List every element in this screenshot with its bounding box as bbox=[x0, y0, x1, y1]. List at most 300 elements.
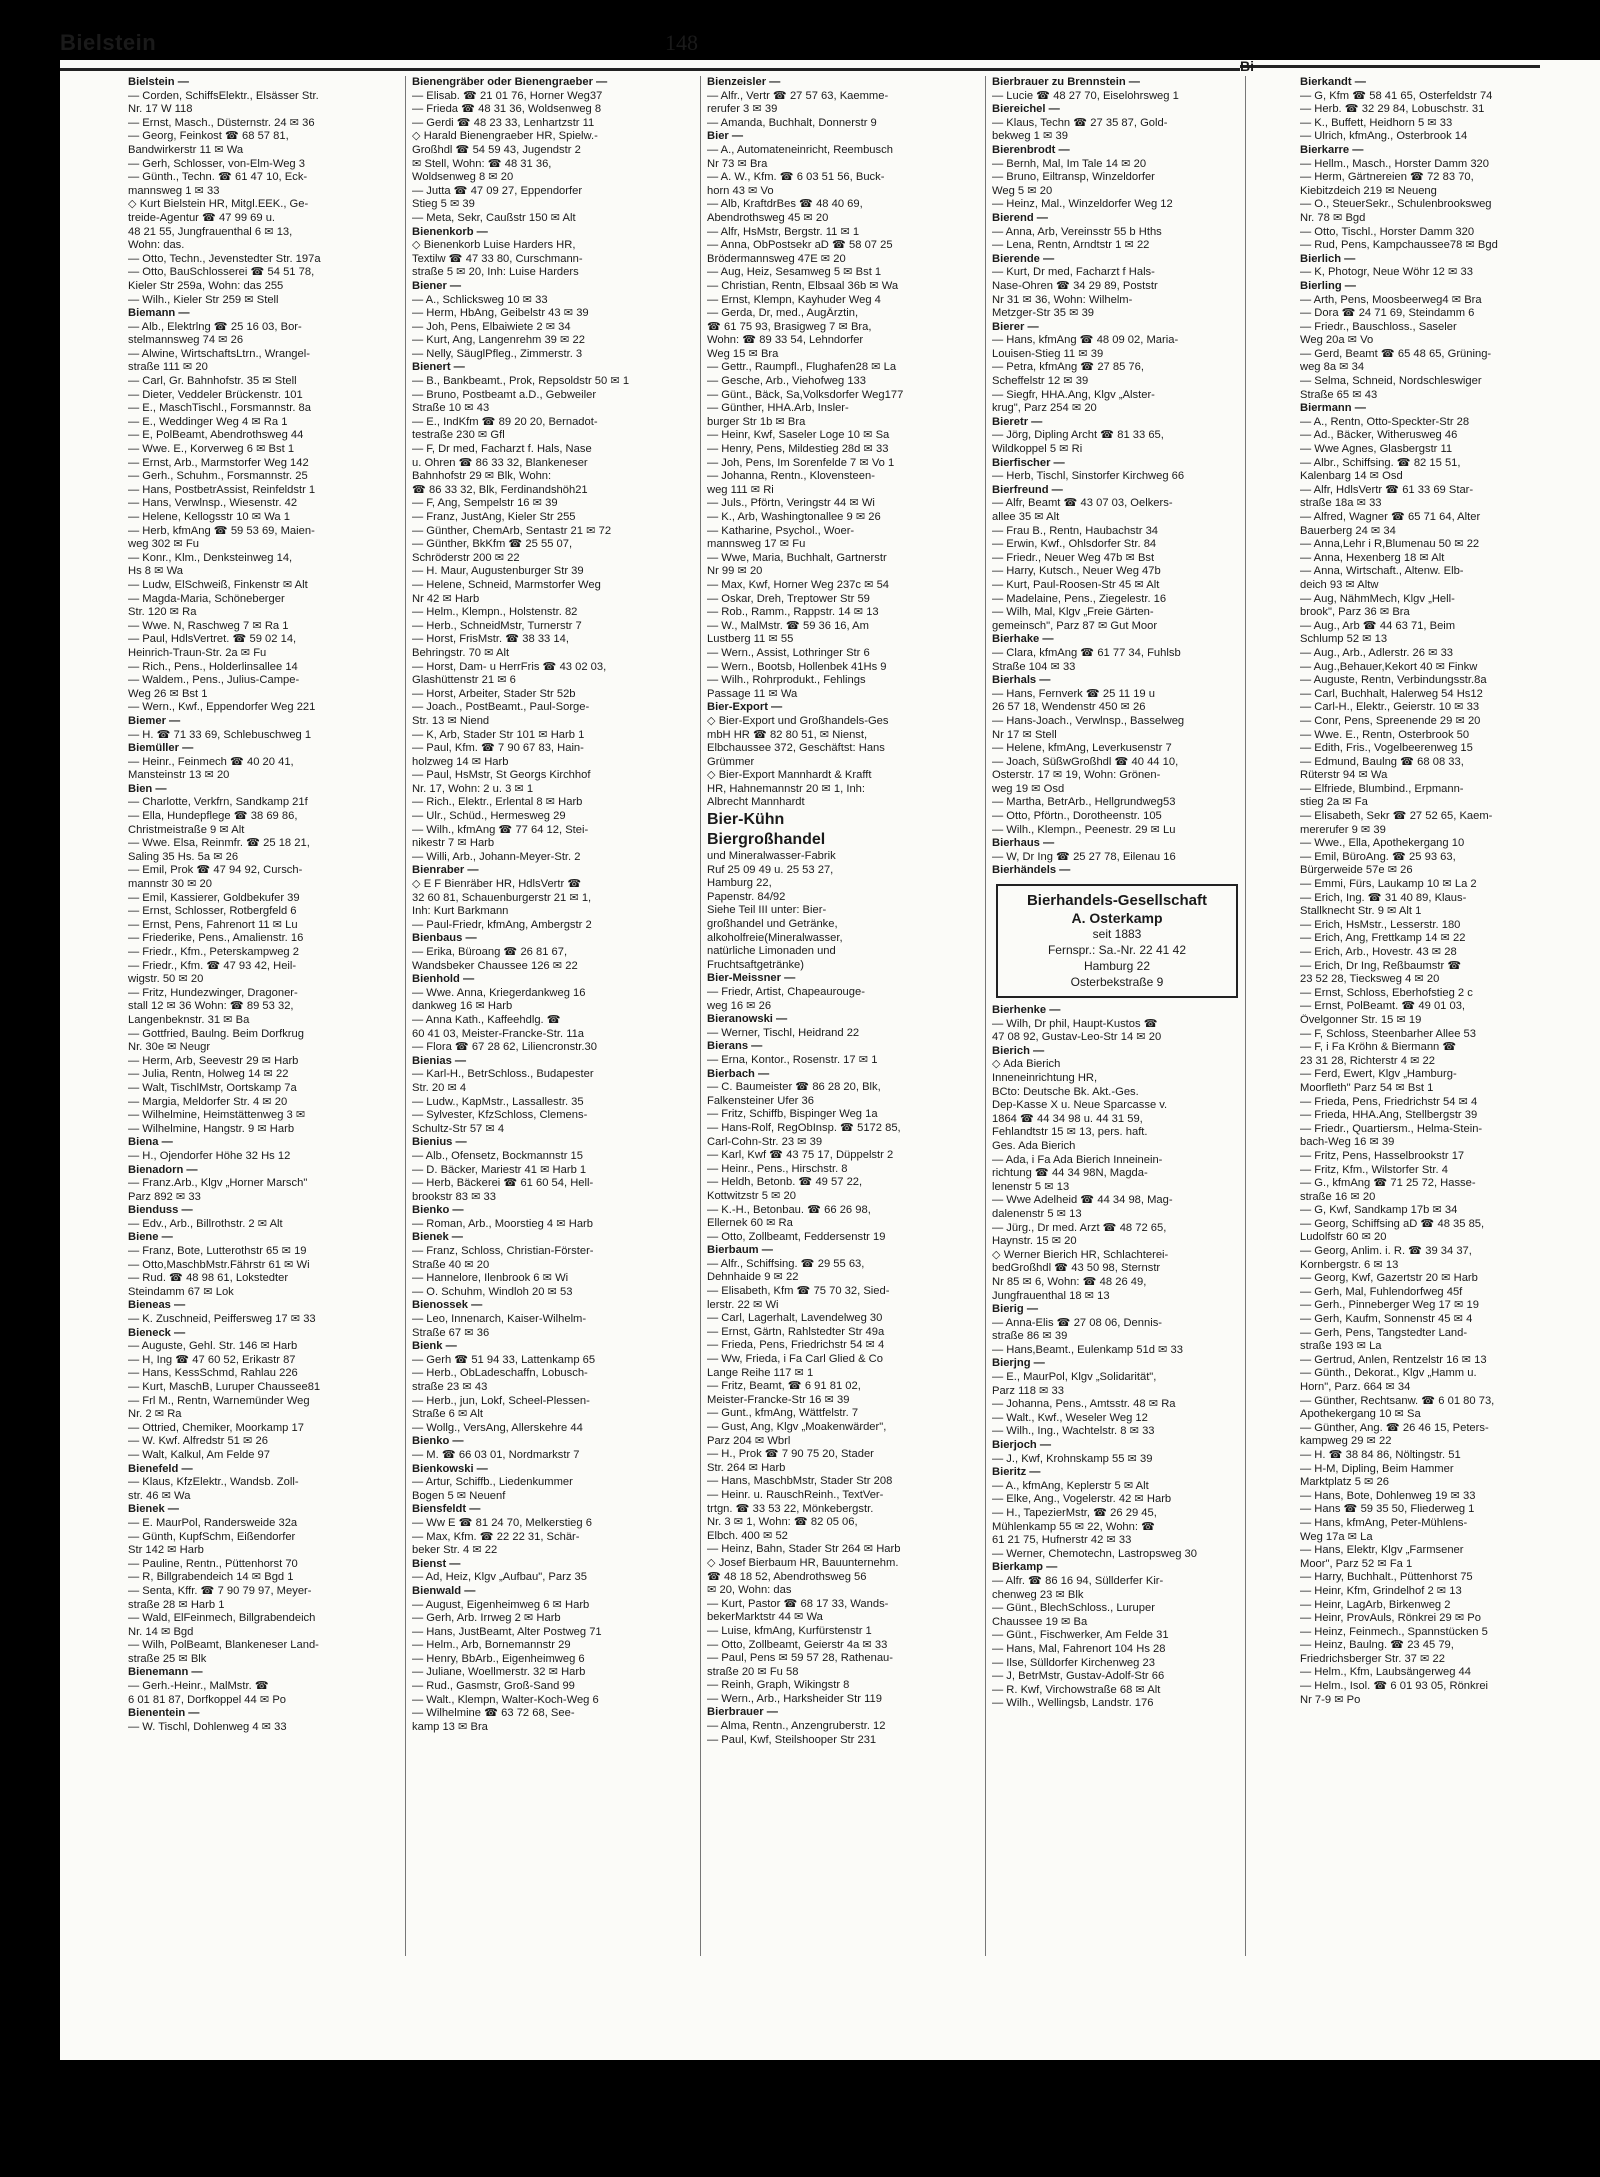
directory-entry: — Johanna, Pens., Amtsstr. 48 ✉ Ra bbox=[992, 1398, 1176, 1411]
directory-entry: — Wilhelmine, Heimstättenweg 3 ✉ bbox=[128, 1109, 306, 1122]
directory-entry: Kiebitzdeich 219 ✉ Neueng bbox=[1300, 184, 1437, 197]
directory-entry: — Wwe, Maria, Buchhalt, Gartnerstr bbox=[707, 551, 887, 564]
directory-entry: ◇ Bier-Export Mannhardt & Krafft bbox=[707, 769, 872, 782]
directory-entry: weg 111 ✉ Ri bbox=[707, 483, 774, 496]
directory-entry: mannsweg 1 ✉ 33 bbox=[128, 184, 220, 197]
directory-entry: — Ernst, Pens, Fahrenort 11 ✉ Lu bbox=[128, 918, 298, 931]
directory-entry: — Wald, ElFeinmech, Billgrabendeich bbox=[128, 1612, 316, 1625]
directory-entry: — Kurt, Paul-Roosen-Str 45 ✉ Alt bbox=[992, 578, 1160, 591]
directory-entry: — Julia, Rentn, Holweg 14 ✉ 22 bbox=[128, 1068, 289, 1081]
directory-entry: — Gerh, Arb. Irrweg 2 ✉ Harb bbox=[412, 1612, 561, 1625]
directory-entry: Schröderstr 200 ✉ 22 bbox=[412, 551, 520, 564]
directory-entry: Str. 120 ✉ Ra bbox=[128, 606, 197, 619]
directory-entry: — Dieter, Veddeler Brückenstr. 101 bbox=[128, 388, 303, 401]
directory-entry: 26 57 18, Wendenstr 450 ✉ 26 bbox=[992, 701, 1146, 714]
directory-entry: — Alfred, Wagner ☎ 65 71 64, Alter bbox=[1300, 511, 1481, 523]
directory-entry: 48 21 55, Jungfrauenthal 6 ✉ 13, bbox=[128, 225, 293, 238]
directory-entry: — Horst, FrisMstr. ☎ 38 33 14, bbox=[412, 633, 569, 646]
directory-entry: — Hans ☎ 59 35 50, Fliederweg 1 bbox=[1300, 1503, 1475, 1516]
directory-entry: — Edmund, Baulng ☎ 68 08 33, bbox=[1300, 755, 1464, 768]
directory-entry: — Helene, kfmAng, Leverkusenstr 7 bbox=[992, 742, 1172, 755]
directory-entry: — Helm., Isol. ☎ 6 01 93 05, Rönkrei bbox=[1300, 1680, 1489, 1693]
directory-entry: Kieler Str 259a, Wohn: das 255 bbox=[128, 279, 284, 292]
directory-entry: — Otto, Techn., Jevenstedter Str. 197a bbox=[128, 252, 321, 265]
directory-entry: — Harry, Kutsch., Neuer Weg 47b bbox=[992, 565, 1161, 578]
surname-heading: Bierans — bbox=[707, 1040, 763, 1053]
directory-entry: — Christian, Rentn, Elbsaal 36b ✉ Wa bbox=[707, 279, 899, 292]
directory-entry: Falkensteiner Ufer 36 bbox=[707, 1094, 814, 1107]
directory-entry: weg 302 ✉ Fu bbox=[128, 538, 199, 551]
directory-entry: — Emil, Prok ☎ 47 94 92, Cursch- bbox=[128, 864, 303, 877]
directory-entry: — Ww E ☎ 81 24 70, Melkerstieg 6 bbox=[412, 1516, 592, 1529]
surname-heading: Bier-Export — bbox=[707, 701, 783, 714]
surname-heading: Bierbrauer zu Brennstein — bbox=[992, 76, 1140, 88]
directory-entry: — Herb, Tischl, Sinstorfer Kirchweg 66 bbox=[992, 470, 1185, 483]
directory-entry: — G, Kfm ☎ 58 41 65, Osterfeldstr 74 bbox=[1300, 89, 1493, 102]
directory-entry: Straße 67 ✉ 36 bbox=[412, 1326, 490, 1339]
directory-entry: Louisen-Stieg 11 ✉ 39 bbox=[992, 347, 1104, 360]
directory-entry: — Kurt, Pastor ☎ 68 17 33, Wands- bbox=[707, 1597, 889, 1610]
directory-entry: — Kurt, MaschB, Luruper Chaussee81 bbox=[128, 1381, 321, 1393]
directory-entry: Moor", Parz 52 ✉ Fa 1 bbox=[1300, 1557, 1413, 1570]
directory-entry: Stieg 5 ✉ 39 bbox=[412, 198, 475, 211]
directory-entry: Nr 42 ✉ Harb bbox=[412, 592, 480, 605]
directory-entry: — Albr., Schiffsing. ☎ 82 15 51, bbox=[1300, 456, 1461, 469]
directory-entry: — Corden, SchiffsElektr., Elsässer Str. bbox=[128, 89, 319, 102]
directory-entry: — Nelly, SäuglPfleg., Zimmerstr. 3 bbox=[412, 347, 583, 360]
directory-entry: — Horst, Arbeiter, Stader Str 52b bbox=[412, 687, 576, 700]
directory-entry: — Fritz, Hundezwinger, Dragoner- bbox=[128, 986, 298, 999]
directory-entry: — Alfr. ☎ 86 16 94, Süllderfer Kir- bbox=[992, 1574, 1164, 1587]
directory-entry: — Paul, Kwf, Steilshooper Str 231 bbox=[707, 1733, 877, 1746]
directory-entry: — Gertrud, Anlen, Rentzelstr 16 ✉ 13 bbox=[1300, 1353, 1487, 1366]
directory-entry: Hamburg 22 bbox=[1083, 959, 1151, 974]
directory-entry: ◇ Bienenkorb Luise Harders HR, bbox=[412, 239, 576, 252]
directory-entry: — Walt, TischlMstr, Oortskamp 7a bbox=[128, 1081, 297, 1094]
directory-entry: Nr. 3 ✉ 1, Wohn: ☎ 82 05 06, bbox=[707, 1516, 858, 1529]
directory-entry: Straße 40 ✉ 20 bbox=[412, 1258, 490, 1271]
directory-entry: — Edith, Fris., Vogelbeerenweg 15 bbox=[1300, 742, 1473, 755]
directory-entry: Inh: Kurt Barkmann bbox=[412, 905, 509, 918]
directory-entry: mererufer 9 ✉ 39 bbox=[1300, 823, 1386, 836]
directory-entry: Kornbergstr. 6 ✉ 13 bbox=[1300, 1258, 1399, 1271]
directory-entry: — Ludw., KapMstr., Lassallestr. 35 bbox=[412, 1095, 584, 1108]
directory-entry: — Herb. ☎ 32 29 84, Lobuschstr. 31 bbox=[1300, 103, 1485, 116]
directory-entry: — Hans, Mal, Fahrenort 104 Hs 28 bbox=[992, 1642, 1166, 1655]
directory-entry: Straße 6 ✉ Alt bbox=[412, 1408, 483, 1421]
directory-entry: stall 12 ✉ 36 Wohn: ☎ 89 53 32, bbox=[128, 1000, 294, 1013]
directory-entry: BCto: Deutsche Bk. Akt.-Ges. bbox=[992, 1085, 1139, 1098]
directory-entry: — O. Schuhm, Windloh 20 ✉ 53 bbox=[412, 1285, 573, 1298]
surname-heading: Bienengräber oder Bienengraeber — bbox=[412, 76, 608, 88]
directory-entry: ☎ 48 18 52, Abendrothsweg 56 bbox=[707, 1570, 867, 1583]
directory-entry: — F, Ang, Sempelstr 16 ✉ 39 bbox=[412, 497, 558, 510]
directory-entry: — Georg, Anlim. i. R. ☎ 39 34 37, bbox=[1300, 1245, 1472, 1258]
directory-entry: Brödermannsweg 47E ✉ 20 bbox=[707, 252, 846, 265]
surname-heading: Biemüller — bbox=[128, 742, 194, 755]
directory-entry: — Paul-Friedr, kfmAng, Ambergstr 2 bbox=[412, 918, 592, 931]
directory-entry: — Heinz, Baulng. ☎ 23 45 79, bbox=[1300, 1639, 1454, 1652]
directory-entry: — Frl M., Rentn, Warnemünder Weg bbox=[128, 1394, 310, 1407]
directory-entry: kampweg 29 ✉ 22 bbox=[1300, 1435, 1392, 1448]
directory-entry: — Ada, i Fa Ada Bierich Inneinein- bbox=[992, 1153, 1163, 1166]
directory-entry: Mühlenkamp 55 ✉ 22, Wohn: ☎ bbox=[992, 1520, 1156, 1533]
directory-entry: — Roman, Arb., Moorstieg 4 ✉ Harb bbox=[412, 1217, 593, 1230]
directory-entry: — Ad, Heiz, Klgv „Aufbau", Parz 35 bbox=[412, 1571, 587, 1584]
directory-entry: — J, BetrMstr, Gustav-Adolf-Str 66 bbox=[992, 1670, 1165, 1683]
directory-entry: ◇ Ada Bierich bbox=[992, 1058, 1061, 1071]
directory-entry: — Günt., BlechSchloss., Luruper bbox=[992, 1602, 1155, 1615]
directory-entry: — H. ☎ 38 84 86, Nöltingstr. 51 bbox=[1300, 1448, 1461, 1461]
directory-entry: — Elisab. ☎ 21 01 76, Horner Weg37 bbox=[412, 89, 603, 102]
directory-entry: Wohn: ☎ 89 33 54, Lehndorfer bbox=[707, 334, 864, 347]
surname-heading: Bierich — bbox=[992, 1044, 1045, 1057]
surname-heading: Bierenbrodt — bbox=[992, 143, 1070, 156]
directory-entry: — Heinr., Feinmech ☎ 40 20 41, bbox=[128, 755, 294, 768]
directory-entry: — Franz, JustAng, Kieler Str 255 bbox=[412, 511, 576, 523]
directory-entry: — Erich, Ang, Frettkamp 14 ✉ 22 bbox=[1300, 932, 1466, 945]
directory-entry: — Ernst, Schlosser, Rotbergfeld 6 bbox=[128, 905, 297, 918]
directory-entry: Fehlandtstr 15 ✉ 13, pers. haft. bbox=[992, 1126, 1148, 1139]
directory-entry: — F, i Fa Kröhn & Biermann ☎ bbox=[1300, 1041, 1457, 1054]
directory-entry: — Franz.Arb., Klgv „Horner Marsch" bbox=[128, 1177, 308, 1190]
directory-entry: Horn", Parz. 664 ✉ 34 bbox=[1300, 1381, 1411, 1393]
directory-entry: — Otto, Pförtn., Dorotheenstr. 105 bbox=[992, 810, 1162, 823]
directory-entry: — Werner, Chemotechn, Lastropsweg 30 bbox=[992, 1547, 1198, 1560]
column-2 bbox=[412, 76, 692, 1734]
directory-entry: Str 142 ✉ Harb bbox=[128, 1544, 204, 1557]
directory-entry: Osterbekstraße 9 bbox=[1070, 975, 1164, 990]
directory-entry: — Emil, BüroAng. ☎ 25 93 63, bbox=[1300, 850, 1456, 863]
directory-entry: — Waldem., Pens., Julius-Campe- bbox=[128, 674, 300, 687]
directory-entry: — Gesche, Arb., Viehofweg 133 bbox=[707, 375, 867, 388]
directory-entry: holzweg 14 ✉ Harb bbox=[412, 755, 509, 768]
directory-entry: — Wwe Agnes, Glasbergstr 11 bbox=[1300, 443, 1453, 456]
directory-entry: — Hans, PostbetrAssist, Reinfeldstr 1 bbox=[128, 483, 316, 496]
directory-entry: straße 20 ✉ Fu 58 bbox=[707, 1665, 799, 1678]
surname-heading: Biensfeldt — bbox=[412, 1503, 481, 1516]
directory-entry: — Wilh, PolBeamt, Blankeneser Land- bbox=[128, 1639, 319, 1652]
directory-entry: — Hans, Bote, Dohlenweg 19 ✉ 33 bbox=[1300, 1489, 1476, 1502]
directory-entry: Weg 26 ✉ Bst 1 bbox=[128, 687, 208, 700]
column-separator bbox=[405, 76, 406, 1956]
directory-entry: 23 52 28, Tiecksweg 4 ✉ 20 bbox=[1300, 973, 1440, 986]
directory-entry: Meister-Francke-Str 16 ✉ 39 bbox=[707, 1393, 850, 1406]
directory-entry: Kottwitzstr 5 ✉ 20 bbox=[707, 1189, 796, 1202]
directory-entry: — Gottfried, Baulng. Beim Dorfkrug bbox=[128, 1027, 304, 1040]
directory-entry: Christmeistraße 9 ✉ Alt bbox=[128, 823, 245, 836]
surname-heading: Bierhals — bbox=[992, 674, 1051, 687]
surname-heading: Bierkarre — bbox=[1300, 143, 1364, 156]
directory-entry: — Frieda, Pens, Friedrichstr 54 ✉ 4 bbox=[707, 1339, 885, 1352]
surname-heading: Bienius — bbox=[412, 1136, 467, 1149]
directory-entry: — Heinr, ProvAuls, Rönkrei 29 ✉ Po bbox=[1300, 1612, 1481, 1625]
directory-entry: Dep-Kasse X u. Neue Sparcasse v. bbox=[992, 1099, 1168, 1112]
directory-entry: stelmannsweg 74 ✉ 26 bbox=[128, 334, 244, 347]
directory-entry: Ludolfstr 60 ✉ 20 bbox=[1300, 1231, 1387, 1244]
directory-entry: — Jutta ☎ 47 09 27, Eppendorfer bbox=[412, 184, 583, 197]
directory-entry: brookstr 83 ✉ 33 bbox=[412, 1190, 496, 1203]
directory-entry: Straße 65 ✉ 43 bbox=[1300, 388, 1378, 401]
directory-entry: — Carl-H., Elektr., Geierstr. 10 ✉ 33 bbox=[1300, 701, 1480, 714]
directory-entry: — Günth, KupfSchm, Eißendorfer bbox=[128, 1530, 296, 1543]
directory-entry: Osterstr. 17 ✉ 19, Wohn: Grönen- bbox=[992, 769, 1161, 782]
directory-entry: — Gunt., kfmAng, Wättfelstr. 7 bbox=[707, 1407, 859, 1420]
directory-entry: Nr. 14 ✉ Bgd bbox=[128, 1625, 194, 1638]
directory-entry: — Karl-H., BetrSchloss., Budapester bbox=[412, 1068, 594, 1081]
directory-entry: beker Str. 4 ✉ 22 bbox=[412, 1544, 498, 1557]
directory-entry: — Otto, Tischl., Horster Damm 320 bbox=[1300, 225, 1475, 238]
directory-entry: — Günt., Fischwerker, Am Felde 31 bbox=[992, 1629, 1169, 1642]
directory-entry: — Ernst, Gärtn, Rahlstedter Str 49a bbox=[707, 1325, 885, 1338]
directory-entry: — Herm, HbAng, Geibelstr 43 ✉ 39 bbox=[412, 307, 589, 320]
surname-heading: Bierhenke — bbox=[992, 1004, 1061, 1017]
directory-entry: — Gerh, Schlosser, von-Elm-Weg 3 bbox=[128, 157, 305, 170]
directory-entry: Dehnhaide 9 ✉ 22 bbox=[707, 1271, 799, 1284]
directory-entry: Ellernek 60 ✉ Ra bbox=[707, 1217, 793, 1230]
directory-entry: — Oskar, Dreh, Treptower Str 59 bbox=[707, 592, 870, 605]
ad-subtitle: A. Osterkamp bbox=[1071, 910, 1163, 927]
directory-entry: — Ww, Frieda, i Fa Carl Glied & Co bbox=[707, 1353, 883, 1366]
directory-entry: — Anna, Wirtschaft., Altenw. Elb- bbox=[1300, 565, 1464, 578]
header-rule bbox=[60, 68, 1240, 71]
directory-entry: — Otto,MaschbMstr.Fährstr 61 ✉ Wi bbox=[128, 1258, 310, 1271]
directory-entry: Heinrich-Traun-Str. 2a ✉ Fu bbox=[128, 646, 267, 659]
directory-entry: — Aug, NähmMech, Klgv „Hell- bbox=[1300, 592, 1455, 605]
surname-heading: Bienk — bbox=[412, 1340, 457, 1353]
directory-entry: Parz 118 ✉ 33 bbox=[992, 1384, 1064, 1397]
surname-heading: Biene — bbox=[128, 1231, 173, 1244]
surname-heading: Bieretr — bbox=[992, 415, 1043, 428]
directory-entry: — R, Billgrabendeich 14 ✉ Bgd 1 bbox=[128, 1571, 294, 1584]
directory-entry: lerstr. 22 ✉ Wi bbox=[707, 1298, 779, 1311]
directory-entry: Haynstr. 15 ✉ 20 bbox=[992, 1235, 1077, 1248]
directory-entry: Langenbeknstr. 31 ✉ Ba bbox=[128, 1013, 250, 1026]
directory-entry: — Leo, Innenarch, Kaiser-Wilhelm- bbox=[412, 1313, 587, 1326]
column-separator bbox=[1245, 76, 1246, 1956]
directory-entry: Parz 892 ✉ 33 bbox=[128, 1190, 201, 1203]
directory-entry: — Hannelore, Ilenbrook 6 ✉ Wi bbox=[412, 1272, 569, 1285]
directory-entry: straße 23 ✉ 43 bbox=[412, 1381, 488, 1393]
directory-entry: — Rud. ☎ 48 98 61, Lokstedter bbox=[128, 1272, 289, 1285]
directory-entry: ☎ 61 75 93, Brasigweg 7 ✉ Bra, bbox=[707, 320, 872, 333]
directory-entry: — B., Bankbeamt., Prok, Repsoldstr 50 ✉ 1 bbox=[412, 375, 630, 388]
directory-entry: — Anna Kath., Kaffeehdlg. ☎ bbox=[412, 1013, 561, 1026]
directory-entry: — Wwe. Elsa, Reinmfr. ☎ 25 18 21, bbox=[128, 837, 310, 850]
directory-entry: — Günt., Bäck, Sa,Volksdorfer Weg177 bbox=[707, 388, 904, 401]
directory-entry: brook", Parz 36 ✉ Bra bbox=[1300, 606, 1410, 619]
surname-heading: Biener — bbox=[412, 279, 462, 292]
directory-entry: 60 41 03, Meister-Francke-Str. 11a bbox=[412, 1027, 585, 1040]
directory-entry: — H, Ing ☎ 47 60 52, Erikastr 87 bbox=[128, 1353, 296, 1366]
directory-entry: — Herm, Gärtnereien ☎ 72 83 70, bbox=[1300, 171, 1474, 184]
directory-entry: — H. ☎ 71 33 69, Schlebuschweg 1 bbox=[128, 728, 312, 741]
directory-entry: — Günth., Techn. ☎ 61 47 10, Eck- bbox=[128, 171, 308, 184]
directory-entry: — Hans-Joach., Verwlnsp., Basselweg bbox=[992, 714, 1185, 727]
directory-entry: — Alwine, WirtschaftsLtrn., Wrangel- bbox=[128, 347, 310, 360]
directory-entry: — Joh, Pens, Im Sorenfelde 7 ✉ Vo 1 bbox=[707, 456, 895, 469]
directory-entry: — Erika, Büroang ☎ 26 81 67, bbox=[412, 946, 568, 958]
directory-entry: — M. ☎ 66 03 01, Nordmarkstr 7 bbox=[412, 1448, 580, 1461]
directory-entry: Steindamm 67 ✉ Lok bbox=[128, 1285, 234, 1298]
directory-entry: — Wilh., Kieler Str 259 ✉ Stell bbox=[128, 293, 279, 306]
surname-heading: Bierling — bbox=[1300, 279, 1356, 292]
directory-entry: — Anna,Lehr i R,Blumenau 50 ✉ 22 bbox=[1300, 538, 1480, 551]
directory-entry: — Alfr., Schiffsing. ☎ 29 55 63, bbox=[707, 1257, 865, 1270]
directory-entry: Jungfrauenthal 18 ✉ 13 bbox=[992, 1289, 1110, 1302]
directory-entry: — Alfr, Beamt ☎ 43 07 03, Oelkers- bbox=[992, 497, 1173, 510]
directory-entry: Weg 5 ✉ 20 bbox=[992, 184, 1053, 197]
directory-entry: Nr 85 ✉ 6, Wohn: ☎ 48 26 49, bbox=[992, 1275, 1147, 1288]
directory-entry: — Herb, kfmAng ☎ 59 53 69, Maien- bbox=[128, 524, 315, 537]
surname-heading: Bienhold — bbox=[412, 973, 475, 986]
directory-entry: Nr. 17, Wohn: 2 u. 3 ✉ 1 bbox=[412, 782, 534, 795]
directory-entry: — Wilh, Dr phil, Haupt-Kustos ☎ bbox=[992, 1017, 1158, 1030]
column-4 bbox=[992, 76, 1242, 1711]
directory-entry: — Wern., Arb., Harksheider Str 119 bbox=[707, 1692, 882, 1705]
directory-entry: dalenenstr 5 ✉ 13 bbox=[992, 1207, 1082, 1220]
directory-entry: Grümmer bbox=[707, 755, 755, 768]
directory-entry: wigstr. 50 ✉ 20 bbox=[128, 973, 204, 986]
directory-entry: — K, Photogr, Neue Wöhr 12 ✉ 33 bbox=[1300, 266, 1473, 279]
directory-entry: — Elke, Ang., Vogelerstr. 42 ✉ Harb bbox=[992, 1493, 1172, 1506]
surname-heading: Biemann — bbox=[128, 307, 190, 320]
directory-entry: — Alfr, HsMstr, Bergstr. 11 ✉ 1 bbox=[707, 225, 860, 238]
directory-entry: Inneneinrichtung HR, bbox=[992, 1072, 1098, 1084]
directory-entry: — Wollg., VersAng, Allerskehre 44 bbox=[412, 1421, 583, 1434]
directory-entry: gemeinsch", Parz 87 ✉ Gut Moor bbox=[992, 619, 1158, 632]
directory-entry: ✉ Stell, Wohn: ☎ 48 31 36, bbox=[412, 157, 552, 170]
directory-entry: — Gust, Ang, Klgv „Moakenwärder", bbox=[707, 1421, 887, 1433]
directory-entry: nikestr 7 ✉ Harb bbox=[412, 837, 495, 850]
directory-entry: u. Ohren ☎ 86 33 32, Blankeneser bbox=[412, 456, 588, 469]
directory-entry: — Heinz, Feinmech., Spannstücken 5 bbox=[1300, 1625, 1488, 1638]
surname-heading: Bienkowski — bbox=[412, 1462, 488, 1475]
directory-entry: — Rud, Pens, Kampchaussee78 ✉ Bgd bbox=[1300, 239, 1498, 252]
directory-entry: Bauerberg 24 ✉ 34 bbox=[1300, 524, 1396, 537]
directory-entry: — Charlotte, Verkfrn, Sandkamp 21f bbox=[128, 796, 308, 809]
directory-entry: Behringstr. 70 ✉ Alt bbox=[412, 646, 510, 659]
directory-entry: — Erich, HsMstr., Lesserstr. 180 bbox=[1300, 918, 1461, 931]
directory-entry: — Margia, Meldorfer Str. 4 ✉ 20 bbox=[128, 1095, 288, 1108]
directory-entry: — Wwe Adelheid ☎ 44 34 98, Mag- bbox=[992, 1194, 1173, 1207]
surname-heading: Bierhändels — bbox=[992, 864, 1071, 877]
surname-heading: Biemer — bbox=[128, 714, 181, 727]
directory-entry: — Wilh, Mal, Klgv „Freie Gärten- bbox=[992, 606, 1154, 619]
directory-entry: — Katharine, Psychol., Woer- bbox=[707, 524, 855, 537]
surname-heading: Bierfischer — bbox=[992, 456, 1065, 469]
directory-entry: Abendrothsweg 45 ✉ 20 bbox=[707, 211, 829, 224]
directory-entry: — Heinr, Kfm, Grindelhof 2 ✉ 13 bbox=[1300, 1584, 1462, 1597]
directory-entry: — Juliane, Woellmerstr. 32 ✉ Harb bbox=[412, 1666, 586, 1679]
surname-heading: Bierfreund — bbox=[992, 483, 1063, 496]
directory-entry: — Clara, kfmAng ☎ 61 77 34, Fuhlsb bbox=[992, 646, 1181, 659]
directory-entry: ✉ 20, Wohn: das bbox=[707, 1584, 792, 1597]
surname-heading: Bienst — bbox=[412, 1557, 461, 1570]
directory-entry: — Helene, Schneid, Marmstorfer Weg bbox=[412, 578, 601, 591]
directory-entry: Bogen 5 ✉ Neuenf bbox=[412, 1489, 506, 1502]
directory-entry: — Edv., Arb., Billrothstr. 2 ✉ Alt bbox=[128, 1217, 283, 1230]
directory-entry: Str. 20 ✉ 4 bbox=[412, 1081, 467, 1094]
next-running-title: Bi bbox=[1240, 58, 1254, 74]
directory-entry: Chaussee 19 ✉ Ba bbox=[992, 1615, 1088, 1628]
directory-entry: 32 60 81, Schauenburgerstr 21 ✉ 1, bbox=[412, 891, 592, 904]
directory-entry: Lange Reihe 117 ✉ 1 bbox=[707, 1366, 814, 1379]
directory-entry: — Heinr. u. RauschReinh., TextVer- bbox=[707, 1488, 884, 1501]
surname-heading: Bierer — bbox=[992, 320, 1039, 333]
directory-entry: — Erich, Ing. ☎ 31 40 89, Klaus- bbox=[1300, 891, 1467, 904]
directory-entry: — Walt., Klempn, Walter-Koch-Weg 6 bbox=[412, 1693, 599, 1706]
directory-entry: — Friedr., Neuer Weg 47b ✉ Bst bbox=[992, 551, 1155, 564]
directory-entry: Glashüttenstr 21 ✉ 6 bbox=[412, 674, 516, 687]
directory-entry: — Carl, Buchhalt, Halerweg 54 Hs12 bbox=[1300, 687, 1483, 700]
surname-heading: Bier — bbox=[707, 130, 744, 143]
directory-entry: — Helm., Kfm, Laubsängerweg 44 bbox=[1300, 1666, 1472, 1679]
surname-heading: Bienwald — bbox=[412, 1584, 476, 1597]
directory-entry: alkoholfreie(Mineralwasser, bbox=[707, 931, 843, 944]
directory-entry: richtung ☎ 44 34 98N, Magda- bbox=[992, 1167, 1148, 1180]
directory-entry: bedGroßhdl ☎ 43 50 98, Sternstr bbox=[992, 1262, 1161, 1275]
surname-heading: Bienko — bbox=[412, 1204, 464, 1217]
directory-entry: — Ferd, Ewert, Klgv „Hamburg- bbox=[1300, 1068, 1457, 1081]
directory-entry: — Emil, Kassierer, Goldbekufer 39 bbox=[128, 891, 300, 904]
surname-heading: Bienko — bbox=[412, 1435, 464, 1448]
directory-entry: — Martha, BetrArb., Hellgrundweg53 bbox=[992, 796, 1176, 809]
directory-entry: Hamburg 22, bbox=[707, 877, 772, 890]
directory-entry: — Paul, HsMstr, St Georgs Kirchhof bbox=[412, 769, 591, 782]
directory-entry: — Fritz, Beamt, ☎ 6 91 81 02, bbox=[707, 1380, 861, 1393]
directory-entry: — E., IndKfm ☎ 89 20 20, Bernadot- bbox=[412, 415, 598, 428]
directory-entry: — Fritz, Kfm., Wilstorfer Str. 4 bbox=[1300, 1163, 1448, 1176]
directory-entry: — Gerh.-Heinr., MalMstr. ☎ bbox=[128, 1680, 269, 1693]
surname-heading: Bienias — bbox=[412, 1054, 467, 1067]
directory-entry: — Erwin, Kwf., Ohlsdorfer Str. 84 bbox=[992, 538, 1157, 551]
directory-entry: — Konr., Klm., Denksteinweg 14, bbox=[128, 551, 293, 564]
directory-entry: ☎ 86 33 32, Blk, Ferdinandshöh21 bbox=[412, 483, 588, 496]
column-5 bbox=[1300, 76, 1535, 1707]
directory-entry: 23 31 28, Richterstr 4 ✉ 22 bbox=[1300, 1054, 1435, 1067]
directory-entry: Friedrichsberger Str. 37 ✉ 22 bbox=[1300, 1652, 1445, 1665]
directory-entry: — Auguste, Rentn, Verbindungsstr.8a bbox=[1300, 674, 1487, 687]
directory-entry: stieg 2a ✉ Fa bbox=[1300, 796, 1368, 809]
surname-heading: Bierkamp — bbox=[992, 1561, 1058, 1574]
directory-entry: Saling 35 Hs. 5a ✉ 26 bbox=[128, 850, 239, 863]
directory-entry: — G., kfmAng ☎ 71 25 72, Hasse- bbox=[1300, 1177, 1476, 1190]
directory-entry: — W, Dr Ing ☎ 25 27 78, Eilenau 16 bbox=[992, 850, 1176, 863]
surname-heading: Bierjoch — bbox=[992, 1439, 1052, 1452]
directory-entry: — A., Automateneinricht, Reembusch bbox=[707, 143, 893, 156]
directory-entry: Wohn: das. bbox=[128, 239, 185, 252]
directory-entry: Scheffelstr 12 ✉ 39 bbox=[992, 375, 1089, 388]
directory-entry: großhandel und Getränke, bbox=[707, 918, 838, 931]
directory-entry: — Wwe. E., Korverweg 6 ✉ Bst 1 bbox=[128, 443, 295, 456]
directory-entry: Marktplatz 5 ✉ 26 bbox=[1300, 1476, 1389, 1489]
directory-entry: straße 5 ✉ 20, Inh: Luise Harders bbox=[412, 266, 579, 279]
directory-entry: — Günther, Ang. ☎ 26 46 15, Peters- bbox=[1300, 1421, 1489, 1434]
directory-entry: Passage 11 ✉ Wa bbox=[707, 687, 798, 700]
directory-entry: mannstr 30 ✉ 20 bbox=[128, 878, 212, 891]
directory-entry: Nr 31 ✉ 36, Wohn: Wilhelm- bbox=[992, 293, 1133, 306]
directory-entry: — E, PolBeamt, Abendrothsweg 44 bbox=[128, 429, 304, 442]
directory-entry: — Joach, SüßwGroßhdl ☎ 40 44 10, bbox=[992, 755, 1179, 768]
directory-entry: — Ernst, PolBeamt. ☎ 49 01 03, bbox=[1300, 1000, 1466, 1013]
surname-heading: Bienadorn — bbox=[128, 1163, 198, 1176]
directory-entry: burger Str 1b ✉ Bra bbox=[707, 415, 806, 428]
directory-entry: chenweg 23 ✉ Blk bbox=[992, 1588, 1084, 1601]
directory-entry: Schlump 52 ✉ 13 bbox=[1300, 633, 1388, 646]
directory-entry: — H., TapezierMstr, ☎ 26 29 45, bbox=[992, 1507, 1157, 1519]
directory-entry: straße 18a ✉ 33 bbox=[1300, 497, 1382, 510]
